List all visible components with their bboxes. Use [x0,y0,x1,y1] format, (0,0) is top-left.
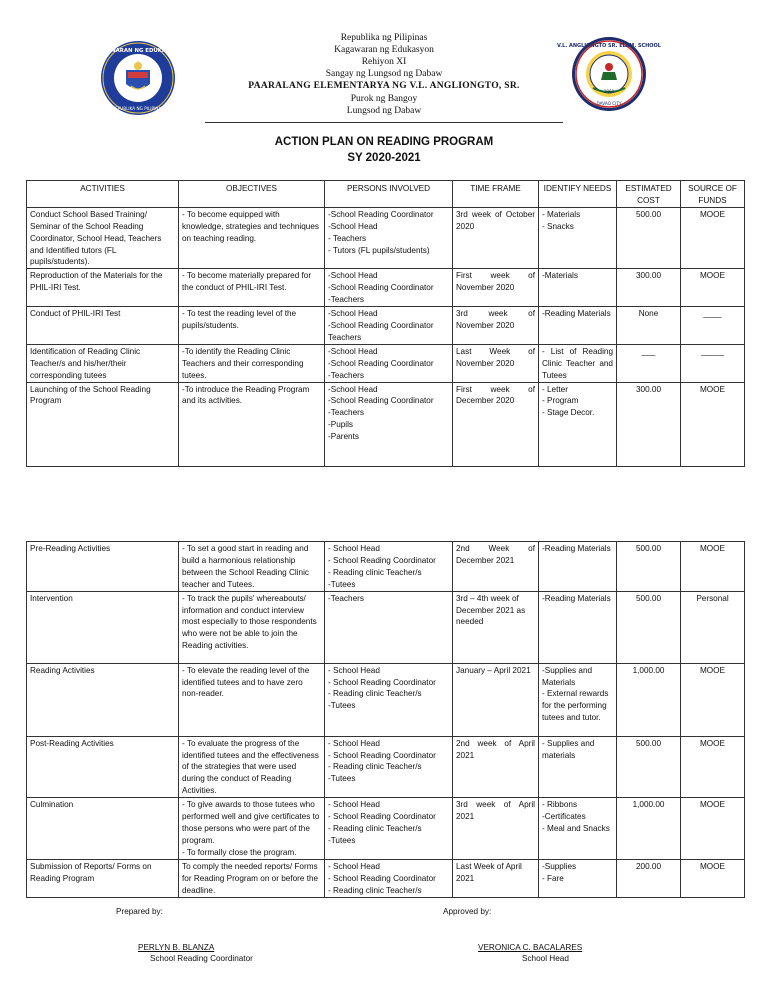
cost-cell: 300.00 [617,269,681,307]
persons-cell: - School Head - School Reading Coordinator - Reading clinic Teacher/s -Tutees [325,798,453,860]
persons-cell: -School Reading Coordinator -School Head - Teachers - Tutors (FL pupils/students) [325,207,453,269]
activity-cell: Culmination [27,798,179,860]
funds-cell: MOOE [681,542,745,592]
objective-cell: - To track the pupils' whereabouts/ information and conduct interview most especially to those respondents who were not be able to join the Reading activities. [179,591,325,663]
funds-cell: MOOE [681,269,745,307]
objective-cell: - To give awards to those tutees who performed well and give certificates to those persons who were part of the program. - To formally close the program. [179,798,325,860]
persons-cell: -School Head -School Reading Coordinator -Teachers -Pupils -Parents [325,382,453,466]
table-row [27,344,745,382]
objective-cell: - To become materially prepared for the conduct of PHIL-IRI Test. [179,269,325,307]
cost-cell: 1,000.00 [617,663,681,736]
funds-cell: MOOE [681,798,745,860]
objective-cell: - To elevate the reading level of the identified tutees and to have zero non-reader. [179,663,325,736]
preparer-name: PERLYN B. BLANZA [138,943,215,952]
svg-text:1960: 1960 [603,89,615,94]
table-row [27,591,745,663]
cost-cell: 300.00 [617,382,681,466]
cost-cell: 500.00 [617,591,681,663]
funds-cell: MOOE [681,859,745,897]
time-frame-cell: 3rd week of October 2020 [453,207,539,269]
header-department: Kagawaran ng Edukasyon [334,45,434,55]
svg-text:REPUBLIKA NG PILIPINAS: REPUBLIKA NG PILIPINAS [112,106,164,111]
column-header-objectives: OBJECTIVES [179,181,325,208]
cost-cell: 500.00 [617,736,681,798]
activity-cell: Reading Activities [27,663,179,736]
svg-text:KAGAWARAN NG EDUKASYON: KAGAWARAN NG EDUKASYON [93,48,183,54]
svg-text:DAVAO CITY: DAVAO CITY [596,101,622,106]
activity-cell: Identification of Reading Clinic Teacher/s and his/her/their corresponding tutees [27,344,179,382]
activity-cell: Post-Reading Activities [27,736,179,798]
table-row [27,798,745,860]
column-header-cost: ESTIMATED COST [617,181,681,208]
time-frame-cell: 2nd Week of December 2021 [453,542,539,592]
activity-cell: Launching of the School Reading Program [27,382,179,466]
table-row [27,207,745,269]
persons-cell: - School Head - School Reading Coordinator - Reading clinic Teacher/s -Tutees [325,542,453,592]
table-header-row [27,181,745,208]
needs-cell: - Supplies and materials [539,736,617,798]
svg-text:V.L. ANGLIONGTO SR. ELEM. SCHO: V.L. ANGLIONGTO SR. ELEM. SCHOOL [557,43,661,49]
table-row [27,859,745,897]
table-row [27,269,745,307]
cost-cell: 1,000.00 [617,798,681,860]
funds-cell: MOOE [681,382,745,466]
prepared-by-label: Prepared by: [116,907,163,916]
cost-cell: 200.00 [617,859,681,897]
objective-cell: To comply the needed reports/ Forms for Reading Program on or before the deadline. [179,859,325,897]
needs-cell: -Supplies and Materials - External rewards for the performing tutees and tutor. [539,663,617,736]
needs-cell: - Letter - Program - Stage Decor. [539,382,617,466]
time-frame-cell: January – April 2021 [453,663,539,736]
approver-title: School Head [522,954,569,963]
table-row [27,307,745,345]
cost-cell: ___ [617,344,681,382]
time-frame-cell: 3rd week of November 2020 [453,307,539,345]
time-frame-cell: Last Week of April 2021 [453,859,539,897]
approver-name: VERONICA C. BACALARES [478,943,583,952]
time-frame-cell: First week of November 2020 [453,269,539,307]
persons-cell: -Teachers [325,591,453,663]
needs-cell: -Materials [539,269,617,307]
funds-cell: Personal [681,591,745,663]
table-row [27,736,745,798]
preparer-title: School Reading Coordinator [150,954,253,963]
header-region: Rehiyon XI [361,57,407,67]
header-republic: Republika ng Pilipinas [340,33,428,43]
needs-cell: -Reading Materials [539,591,617,663]
activity-cell: Pre-Reading Activities [27,542,179,592]
header-city: Lungsod ng Dabaw [346,106,422,116]
time-frame-cell: 2nd week of April 2021 [453,736,539,798]
funds-cell: _____ [681,344,745,382]
header-rule [205,122,563,123]
needs-cell: -Supplies - Fare [539,859,617,897]
needs-cell: - List of Reading Clinic Teacher and Tutees [539,344,617,382]
action-plan-table-1 [26,180,745,467]
school-year: SY 2020-2021 [347,152,421,164]
persons-cell: -School Head -School Reading Coordinator -Teachers [325,269,453,307]
persons-cell: - School Head - School Reading Coordinator - Reading clinic Teacher/s -Tutees [325,736,453,798]
persons-cell: -School Head -School Reading Coordinator Teachers [325,307,453,345]
cost-cell: None [617,307,681,345]
cost-cell: 500.00 [617,207,681,269]
column-header-needs: IDENTIFY NEEDS [539,181,617,208]
objective-cell: - To become equipped with knowledge, strategies and techniques on teaching reading. [179,207,325,269]
funds-cell: MOOE [681,663,745,736]
persons-cell: - School Head - School Reading Coordinator - Reading clinic Teacher/s -Tutees [325,663,453,736]
funds-cell: MOOE [681,207,745,269]
header-school-name: PAARALANG ELEMENTARYA NG V.L. ANGLIONGTO, SR. [248,81,520,91]
header-division: Sangay ng Lungsod ng Dabaw [325,69,443,79]
activity-cell: Submission of Reports/ Forms on Reading Program [27,859,179,897]
column-header-funds: SOURCE OF FUNDS [681,181,745,208]
objective-cell: -To introduce the Reading Program and its activities. [179,382,325,466]
needs-cell: -Reading Materials [539,542,617,592]
cost-cell: 500.00 [617,542,681,592]
activity-cell: Conduct School Based Training/ Seminar of the School Reading Coordinator, School Head, Teachers and Identified tutors (FL pupils/students). [27,207,179,269]
header-purok: Purok ng Bangoy [350,94,418,104]
needs-cell: -Reading Materials [539,307,617,345]
time-frame-cell: Last Week of November 2020 [453,344,539,382]
funds-cell: ____ [681,307,745,345]
objective-cell: - To set a good start in reading and build a harmonious relationship between the School Reading Clinic teacher and Tutees. [179,542,325,592]
objective-cell: - To test the reading level of the pupils/students. [179,307,325,345]
column-header-persons: PERSONS INVOLVED [325,181,453,208]
persons-cell: -School Head -School Reading Coordinator -Teachers [325,344,453,382]
document-title: ACTION PLAN ON READING PROGRAM [274,136,494,148]
action-plan-table-2 [26,541,745,898]
activity-cell: Conduct of PHIL-IRI Test [27,307,179,345]
time-frame-cell: 3rd – 4th week of December 2021 as needed [453,591,539,663]
persons-cell: - School Head - School Reading Coordinator - Reading clinic Teacher/s [325,859,453,897]
objective-cell: -To identify the Reading Clinic Teachers and their corresponding tutees. [179,344,325,382]
activity-cell: Reproduction of the Materials for the PHIL-IRI Test. [27,269,179,307]
objective-cell: - To evaluate the progress of the identified tutees and the effectiveness of the strategies that were used during the conduct of Reading Activities. [179,736,325,798]
time-frame-cell: First week of December 2020 [453,382,539,466]
table-row [27,663,745,736]
column-header-time-frame: TIME FRAME [453,181,539,208]
table-row [27,382,745,466]
funds-cell: MOOE [681,736,745,798]
needs-cell: - Ribbons -Certificates - Meal and Snacks [539,798,617,860]
column-header-activities: ACTIVITIES [27,181,179,208]
table-row [27,542,745,592]
time-frame-cell: 3rd week of April 2021 [453,798,539,860]
approved-by-label: Approved by: [443,907,492,916]
needs-cell: - Materials - Snacks [539,207,617,269]
activity-cell: Intervention [27,591,179,663]
